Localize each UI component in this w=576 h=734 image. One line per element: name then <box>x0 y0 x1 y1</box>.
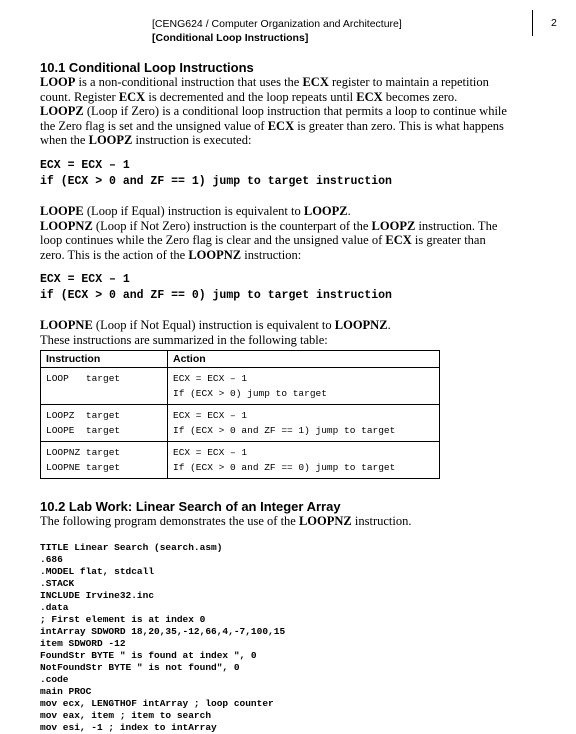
code-block-loopnz: ECX = ECX – 1 if (ECX > 0 and ZF == 0) jump to target instruction <box>40 273 392 303</box>
table-header-action: Action <box>168 350 440 367</box>
loop-instructions-table <box>40 350 440 479</box>
paragraph-loope: LOOPE (Loop if Equal) instruction is equivalent to LOOPZ. <box>40 203 351 218</box>
table-row <box>41 367 440 404</box>
paragraph-loopne: LOOPNE (Loop if Not Equal) instruction is equivalent to LOOPNZ. <box>40 318 391 333</box>
section-heading-10-2: 10.2 Lab Work: Linear Search of an Integer Array <box>40 498 341 514</box>
code-block-loopz: ECX = ECX – 1 if (ECX > 0 and ZF == 1) jump to target instruction <box>40 158 392 188</box>
section-heading-10-1: 10.1 Conditional Loop Instructions <box>40 60 254 75</box>
table-header-row <box>41 350 440 367</box>
table-cell-action: ECX = ECX – 1 If (ECX > 0) jump to target <box>168 367 440 404</box>
topic-title: [Conditional Loop Instructions] <box>152 32 309 44</box>
paragraph-lab-intro: The following program demonstrates the use of the LOOPNZ instruction. <box>40 513 412 528</box>
table-cell-action: ECX = ECX – 1 If (ECX > 0 and ZF == 0) jump to target <box>168 441 440 478</box>
table-row <box>41 404 440 441</box>
table-header-instruction: Instruction <box>41 350 168 367</box>
table-cell-instruction: LOOP target <box>41 367 168 404</box>
page-header <box>152 17 402 45</box>
table-row <box>41 441 440 478</box>
page-content <box>40 60 510 734</box>
header-divider <box>532 10 533 36</box>
course-title: [CENG624 / Computer Organization and Architecture] <box>152 18 402 30</box>
table-cell-action: ECX = ECX – 1 If (ECX > 0 and ZF == 1) jump to target <box>168 404 440 441</box>
table-cell-instruction: LOOPNZ target LOOPNE target <box>41 441 168 478</box>
paragraph-loopz: LOOPZ (Loop if Zero) is a conditional loop instruction that permits a loop to continue while the Zero flag is set and the unsigned value of ECX is greater than zero. This is what happens when the LOOPZ instruction is executed: <box>40 104 507 148</box>
paragraph-loopnz: LOOPNZ (Loop if Not Zero) instruction is the counterpart of the LOOPZ instruction. The loop continues while the Zero flag is clear and the unsigned value of ECX is greater than zero. This is the action of the LOOPNZ instruction: <box>40 218 498 262</box>
table-cell-instruction: LOOPZ target LOOPE target <box>41 404 168 441</box>
page-number: 2 <box>551 17 557 29</box>
paragraph-loop: LOOP is a non-conditional instruction that uses the ECX register to maintain a repetition count. Register ECX is decremented and the loop repeats until ECX becomes zero. <box>40 75 489 104</box>
program-listing: TITLE Linear Search (search.asm) .686 .MODEL flat, stdcall .STACK INCLUDE Irvine32.inc .data ; First element is at index 0 intArray SDWORD 18,20,35,-12,66,4,-7,100,15 item SDWORD -12 FoundStr BYTE " is found at index ", 0 NotFoundStr BYTE " is not found", 0 .code main PROC mov ecx, LENGTHOF intArray ; loop counter mov eax, item ; item to search mov esi, -1 ; index to intArray <box>40 542 286 734</box>
paragraph-table-intro: These instructions are summarized in the following table: <box>40 332 328 347</box>
